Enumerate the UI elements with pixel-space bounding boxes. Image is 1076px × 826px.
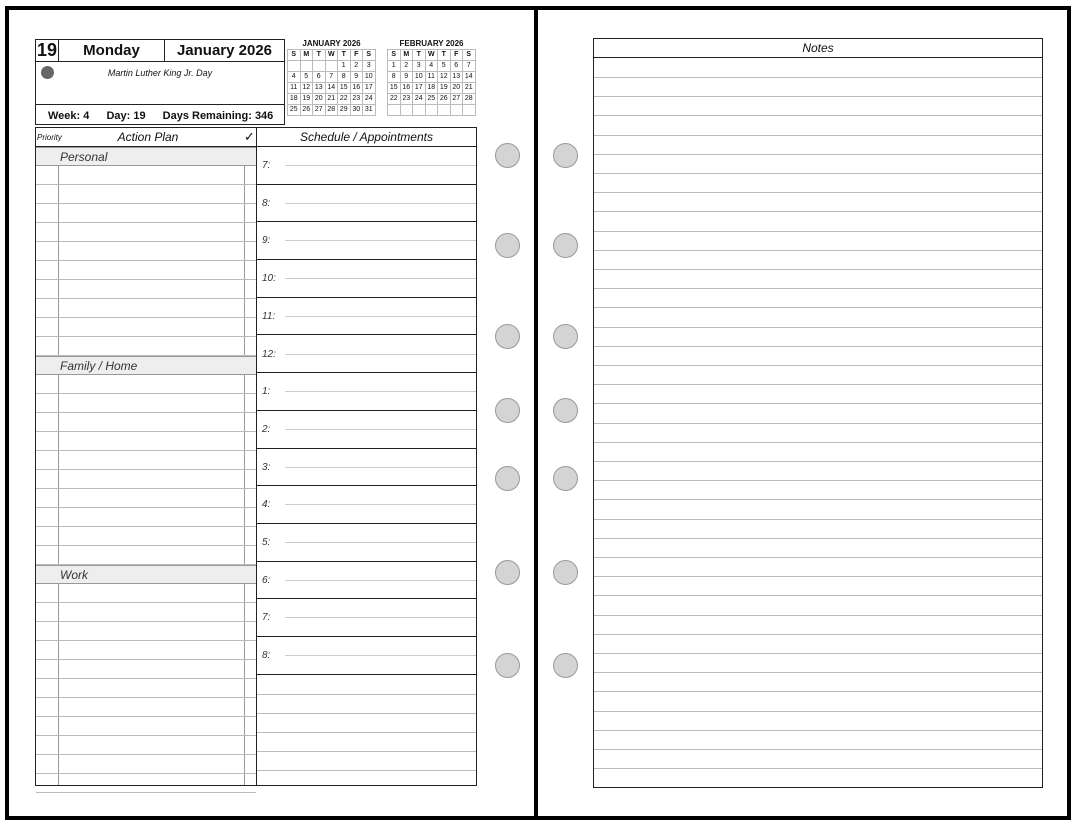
calendar-day: [288, 61, 301, 72]
schedule-extra-line: [257, 732, 476, 733]
weekday-header: F: [451, 50, 464, 61]
time-slot[interactable]: [257, 185, 476, 223]
calendar-day: 19: [301, 94, 314, 105]
weekday-header: T: [313, 50, 326, 61]
mini-calendar-january: [287, 39, 376, 127]
week-number: Week: 4: [48, 110, 90, 122]
time-slot[interactable]: [257, 147, 476, 185]
binder-hole: [553, 324, 578, 349]
action-plan-title: Action Plan: [117, 130, 179, 144]
action-plan-header: [36, 128, 256, 147]
calendar-day: 5: [301, 72, 314, 83]
calendar-day: 12: [301, 83, 314, 94]
task-row-line: [36, 279, 256, 280]
calendar-day: 28: [463, 94, 476, 105]
calendar-day: 16: [351, 83, 364, 94]
calendar-day: 21: [326, 94, 339, 105]
task-row-line: [36, 526, 256, 527]
task-row-line: [36, 773, 256, 774]
day-of-year: Day: 19: [106, 110, 146, 122]
notes-line: [594, 480, 1042, 481]
check-column-divider: [244, 147, 245, 785]
task-row-line: [36, 469, 256, 470]
time-label: 8:: [262, 197, 271, 209]
notes-line: [594, 557, 1042, 558]
month-year: January 2026: [176, 42, 273, 59]
notes-line: [594, 173, 1042, 174]
calendar-day: 20: [313, 94, 326, 105]
category-label: Family / Home: [60, 359, 138, 373]
weekday-header: T: [338, 50, 351, 61]
mini-calendar-grid: [387, 49, 476, 116]
calendar-day: 4: [426, 61, 439, 72]
calendar-day: 8: [338, 72, 351, 83]
priority-label: Priority: [37, 133, 62, 142]
calendar-day: 27: [451, 94, 464, 105]
task-row-line: [36, 450, 256, 451]
calendar-day: 25: [426, 94, 439, 105]
task-row-line: [36, 545, 256, 546]
half-hour-line: [285, 203, 476, 204]
weekday-header: W: [426, 50, 439, 61]
calendar-day: [463, 105, 476, 116]
binder-hole: [553, 466, 578, 491]
calendar-day: 26: [438, 94, 451, 105]
weekday-header: S: [463, 50, 476, 61]
calendar-day: 19: [438, 83, 451, 94]
time-label: 5:: [262, 537, 271, 548]
notes-line: [594, 307, 1042, 308]
notes-line: [594, 519, 1042, 520]
task-row-line: [36, 735, 256, 736]
weekday-header: S: [288, 50, 301, 61]
task-row-line: [36, 754, 256, 755]
calendar-day: 25: [288, 105, 301, 116]
notes-line: [594, 96, 1042, 97]
weekday-header: M: [401, 50, 414, 61]
day-name: Monday: [59, 40, 165, 61]
calendar-day: 23: [401, 94, 414, 105]
calendar-day: 14: [463, 72, 476, 83]
calendar-day: 26: [301, 105, 314, 116]
calendar-day: 21: [463, 83, 476, 94]
calendar-day: 15: [338, 83, 351, 94]
calendar-day: 12: [438, 72, 451, 83]
notes-line: [594, 135, 1042, 136]
page-divider: [534, 6, 538, 820]
weekday-header: F: [351, 50, 364, 61]
schedule-title: Schedule / Appointments: [257, 128, 476, 147]
calendar-day: 7: [326, 72, 339, 83]
weekday-header: S: [388, 50, 401, 61]
priority-column-divider: [58, 147, 59, 785]
time-label: 6:: [262, 574, 271, 586]
calendar-day: 15: [388, 83, 401, 94]
calendar-day: 2: [351, 61, 364, 72]
task-row-line: [36, 336, 256, 337]
notes-line: [594, 730, 1042, 731]
time-label: 4:: [262, 499, 271, 511]
time-label: 7:: [262, 160, 271, 171]
calendar-day: 10: [413, 72, 426, 83]
binder-hole: [553, 560, 578, 585]
binder-hole: [495, 233, 520, 258]
time-slot[interactable]: [257, 524, 476, 562]
action-plan-panel: [35, 127, 257, 786]
binder-hole: [553, 398, 578, 423]
notes-line: [594, 250, 1042, 251]
holiday-label: Martin Luther King Jr. Day: [107, 68, 213, 78]
calendar-day: [413, 105, 426, 116]
binder-hole: [495, 143, 520, 168]
task-row-line: [36, 792, 256, 793]
time-label: 7:: [262, 612, 271, 624]
notes-line: [594, 384, 1042, 385]
notes-line: [594, 749, 1042, 750]
notes-line: [594, 538, 1042, 539]
calendar-day: 6: [313, 72, 326, 83]
time-slot[interactable]: [257, 373, 476, 411]
notes-panel: [593, 38, 1043, 788]
calendar-day: 22: [338, 94, 351, 105]
notes-line: [594, 691, 1042, 692]
checkmark-icon: ✓: [244, 129, 255, 144]
weekday-header: M: [301, 50, 314, 61]
half-hour-line: [285, 504, 476, 505]
task-row-line: [36, 716, 256, 717]
weekday-header: W: [326, 50, 339, 61]
notes-line: [594, 346, 1042, 347]
notes-line: [594, 269, 1042, 270]
weekday-header: S: [363, 50, 376, 61]
time-slot[interactable]: [257, 562, 476, 600]
calendar-day: 7: [463, 61, 476, 72]
date-header: [35, 39, 285, 125]
notes-line: [594, 653, 1042, 654]
half-hour-line: [285, 354, 476, 355]
notes-line: [594, 115, 1042, 116]
half-hour-line: [285, 655, 476, 656]
calendar-day: 6: [451, 61, 464, 72]
task-row-line: [36, 241, 256, 242]
notes-line: [594, 365, 1042, 366]
category-row: [36, 356, 256, 375]
half-hour-line: [285, 580, 476, 581]
calendar-day: 3: [413, 61, 426, 72]
notes-line: [594, 499, 1042, 500]
task-row-line: [36, 678, 256, 679]
calendar-day: 31: [363, 105, 376, 116]
task-row-line: [36, 659, 256, 660]
calendar-day: 9: [351, 72, 364, 83]
notes-line: [594, 403, 1042, 404]
calendar-day: 11: [426, 72, 439, 83]
calendar-day: 1: [388, 61, 401, 72]
calendar-day: 16: [401, 83, 414, 94]
notes-line: [594, 595, 1042, 596]
category-row: [36, 565, 256, 584]
task-row-line: [36, 602, 256, 603]
notes-line: [594, 154, 1042, 155]
calendar-day: 22: [388, 94, 401, 105]
time-label: 11:: [262, 310, 276, 322]
category-label: Personal: [60, 150, 108, 164]
mini-calendar-title: FEBRUARY 2026: [399, 39, 464, 48]
calendar-day: 8: [388, 72, 401, 83]
schedule-extra-line: [257, 770, 476, 771]
calendar-day: [388, 105, 401, 116]
weekday-header: T: [438, 50, 451, 61]
task-row-line: [36, 393, 256, 394]
calendar-day: 13: [451, 72, 464, 83]
date-header-row: [36, 40, 284, 62]
calendar-day: 18: [288, 94, 301, 105]
calendar-day: 28: [326, 105, 339, 116]
schedule-panel: [257, 127, 477, 786]
time-label: 3:: [262, 461, 271, 473]
notes-line: [594, 211, 1042, 212]
task-row-line: [36, 488, 256, 489]
binder-hole: [553, 143, 578, 168]
calendar-day: 17: [413, 83, 426, 94]
time-slot[interactable]: [257, 486, 476, 524]
days-remaining: Days Remaining: 346: [162, 110, 274, 122]
binder-hole: [553, 653, 578, 678]
binder-hole: [553, 233, 578, 258]
task-row-line: [36, 203, 256, 204]
calendar-day: [451, 105, 464, 116]
binder-hole: [495, 653, 520, 678]
calendar-day: 30: [351, 105, 364, 116]
notes-line: [594, 711, 1042, 712]
category-label: Work: [60, 568, 88, 582]
calendar-day: [301, 61, 314, 72]
time-label: 2:: [262, 423, 271, 435]
mini-calendar-february: [387, 39, 476, 127]
schedule-extra-line: [257, 713, 476, 714]
task-row-line: [36, 412, 256, 413]
time-slot[interactable]: [257, 298, 476, 336]
mini-calendar-title: JANUARY 2026: [302, 39, 361, 48]
calendar-day: 23: [351, 94, 364, 105]
time-slot[interactable]: [257, 222, 476, 260]
calendar-day: 14: [326, 83, 339, 94]
calendar-day: 3: [363, 61, 376, 72]
task-row-line: [36, 621, 256, 622]
calendar-day: 2: [401, 61, 414, 72]
calendar-day: 10: [363, 72, 376, 83]
calendar-day: 5: [438, 61, 451, 72]
task-row-line: [36, 260, 256, 261]
time-slot[interactable]: [257, 637, 476, 675]
half-hour-line: [285, 542, 476, 543]
binder-hole: [495, 398, 520, 423]
mini-calendar-grid: [287, 49, 376, 116]
category-row: [36, 147, 256, 166]
notes-line: [594, 768, 1042, 769]
week-stats: [36, 104, 284, 125]
notes-line: [594, 192, 1042, 193]
half-hour-line: [285, 467, 476, 468]
task-row-line: [36, 697, 256, 698]
notes-line: [594, 442, 1042, 443]
notes-line: [594, 615, 1042, 616]
time-slot[interactable]: [257, 336, 476, 374]
schedule-extra-line: [257, 751, 476, 752]
calendar-day: [326, 61, 339, 72]
calendar-day: 24: [413, 94, 426, 105]
calendar-day: 4: [288, 72, 301, 83]
calendar-day: 13: [313, 83, 326, 94]
notes-line: [594, 672, 1042, 673]
task-row-line: [36, 298, 256, 299]
day-number: 19: [36, 40, 58, 60]
calendar-day: 24: [363, 94, 376, 105]
calendar-day: 29: [338, 105, 351, 116]
notes-line: [594, 327, 1042, 328]
schedule-extra-line: [257, 694, 476, 695]
half-hour-line: [285, 278, 476, 279]
binder-hole: [495, 466, 520, 491]
time-slot[interactable]: [257, 599, 476, 637]
half-hour-line: [285, 316, 476, 317]
time-label: 8:: [262, 650, 271, 662]
task-row-line: [36, 317, 256, 318]
notes-line: [594, 576, 1042, 577]
task-row-line: [36, 507, 256, 508]
half-hour-line: [285, 391, 476, 392]
notes-line: [594, 77, 1042, 78]
calendar-day: 11: [288, 83, 301, 94]
time-label: 12:: [262, 348, 276, 360]
half-hour-line: [285, 429, 476, 430]
calendar-day: 27: [313, 105, 326, 116]
calendar-day: [438, 105, 451, 116]
binder-hole: [495, 324, 520, 349]
notes-line: [594, 231, 1042, 232]
weekday-header: T: [413, 50, 426, 61]
task-row-line: [36, 184, 256, 185]
calendar-day: 9: [401, 72, 414, 83]
time-slot[interactable]: [257, 449, 476, 487]
calendar-day: [401, 105, 414, 116]
calendar-day: 1: [338, 61, 351, 72]
half-hour-line: [285, 165, 476, 166]
time-slot[interactable]: [257, 260, 476, 298]
task-row-line: [36, 431, 256, 432]
time-label: 10:: [262, 273, 276, 285]
time-slot[interactable]: [257, 411, 476, 449]
notes-line: [594, 423, 1042, 424]
half-hour-line: [285, 240, 476, 241]
notes-line: [594, 288, 1042, 289]
calendar-day: 17: [363, 83, 376, 94]
notes-line: [594, 634, 1042, 635]
half-hour-line: [285, 617, 476, 618]
notes-title: Notes: [594, 39, 1042, 58]
calendar-day: [426, 105, 439, 116]
calendar-day: 20: [451, 83, 464, 94]
task-row-line: [36, 640, 256, 641]
time-label: 1:: [262, 386, 271, 398]
task-row-line: [36, 222, 256, 223]
binder-hole: [495, 560, 520, 585]
time-label: 9:: [262, 235, 271, 247]
calendar-day: [313, 61, 326, 72]
notes-line: [594, 461, 1042, 462]
calendar-day: 18: [426, 83, 439, 94]
